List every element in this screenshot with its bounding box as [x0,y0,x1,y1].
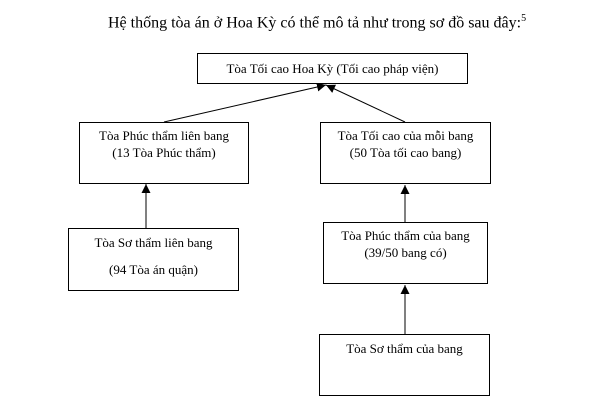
node-federal-appeals-court-label: Tòa Phúc thẩm liên bang [99,128,229,143]
node-state-supreme-court-count: (50 Tòa tối cao bang) [349,145,462,160]
node-state-supreme-court-label: Tòa Tối cao của mỗi bang [337,128,474,143]
title-footnote: 5 [521,13,527,24]
node-state-trial-court [319,334,490,396]
node-state-supreme-court [320,122,491,184]
node-federal-appeals-court-count: (13 Tòa Phúc thẩm) [112,145,216,160]
arrow-state-supreme-to-supreme [326,85,405,122]
node-state-trial-court-label: Tòa Sơ thẩm của bang [346,341,463,356]
node-us-supreme-court [197,53,468,84]
node-state-appeals-court-label: Tòa Phúc thẩm của bang [341,228,470,243]
node-federal-trial-court [68,228,239,291]
node-federal-trial-court-count: (94 Tòa án quận) [109,262,198,277]
title-text: Hệ thống tòa án ở Hoa Kỳ có thể mô tả như trong sơ đồ sau đây: [108,14,522,32]
node-state-appeals-court [323,222,488,284]
node-us-supreme-court-label: Tòa Tối cao Hoa Kỳ (Tối cao pháp viện) [226,61,439,76]
node-state-appeals-court-count: (39/50 bang có) [364,245,447,260]
node-federal-appeals-court [79,122,249,184]
arrow-fed-appeals-to-supreme [164,85,326,122]
node-federal-trial-court-label: Tòa Sơ thẩm liên bang [94,235,213,250]
